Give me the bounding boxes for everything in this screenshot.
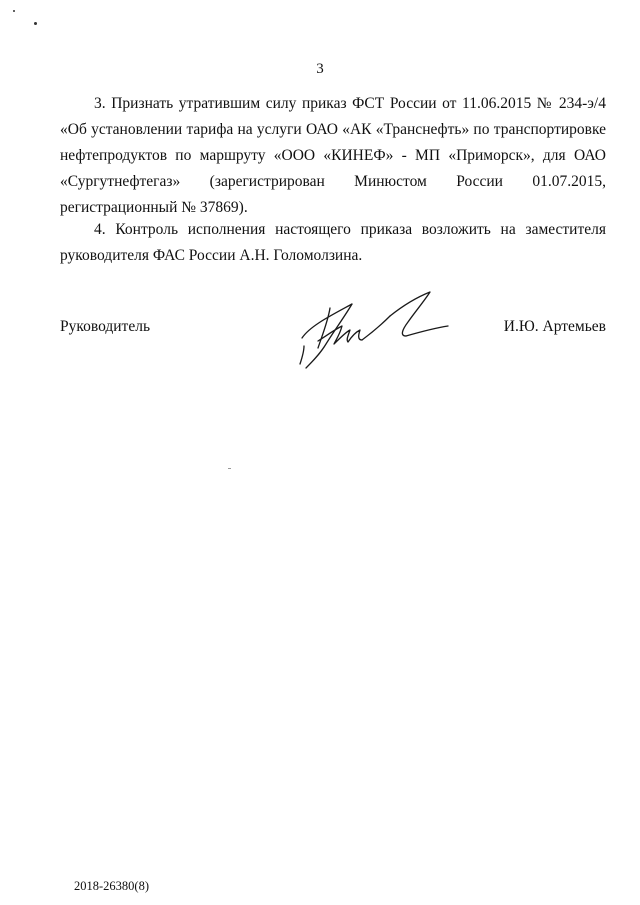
scan-mark [228, 468, 231, 469]
signer-title: Руководитель [60, 318, 151, 335]
paragraph-text: 4. Контроль исполнения настоящего приказа возложить на заместителя руководителя ФАС России А.Н. Голомолзина. [60, 221, 606, 264]
scan-speck [13, 10, 15, 12]
paragraph-text: 3. Признать утратившим силу приказ ФСТ России от 11.06.2015 № 234-э/4 «Об установлении тарифа на услуги ОАО «АК «Транснефть» по транспортировке нефтепродуктов по маршруту «ООО «КИНЕФ» - МП «Приморск», для ОАО «Сургутнефтегаз» (зарегистрирован Минюстом России 01.07.2015, регистрационный № 37869). [60, 95, 606, 216]
signer-name: И.Ю. Артемьев [503, 318, 606, 335]
handwritten-signature [290, 286, 460, 376]
page-number: 3 [316, 61, 324, 77]
paragraph-4 [60, 217, 606, 269]
paragraph-3 [60, 91, 606, 221]
scan-speck [34, 22, 37, 25]
document-code: 2018-26380(8) [74, 879, 149, 893]
